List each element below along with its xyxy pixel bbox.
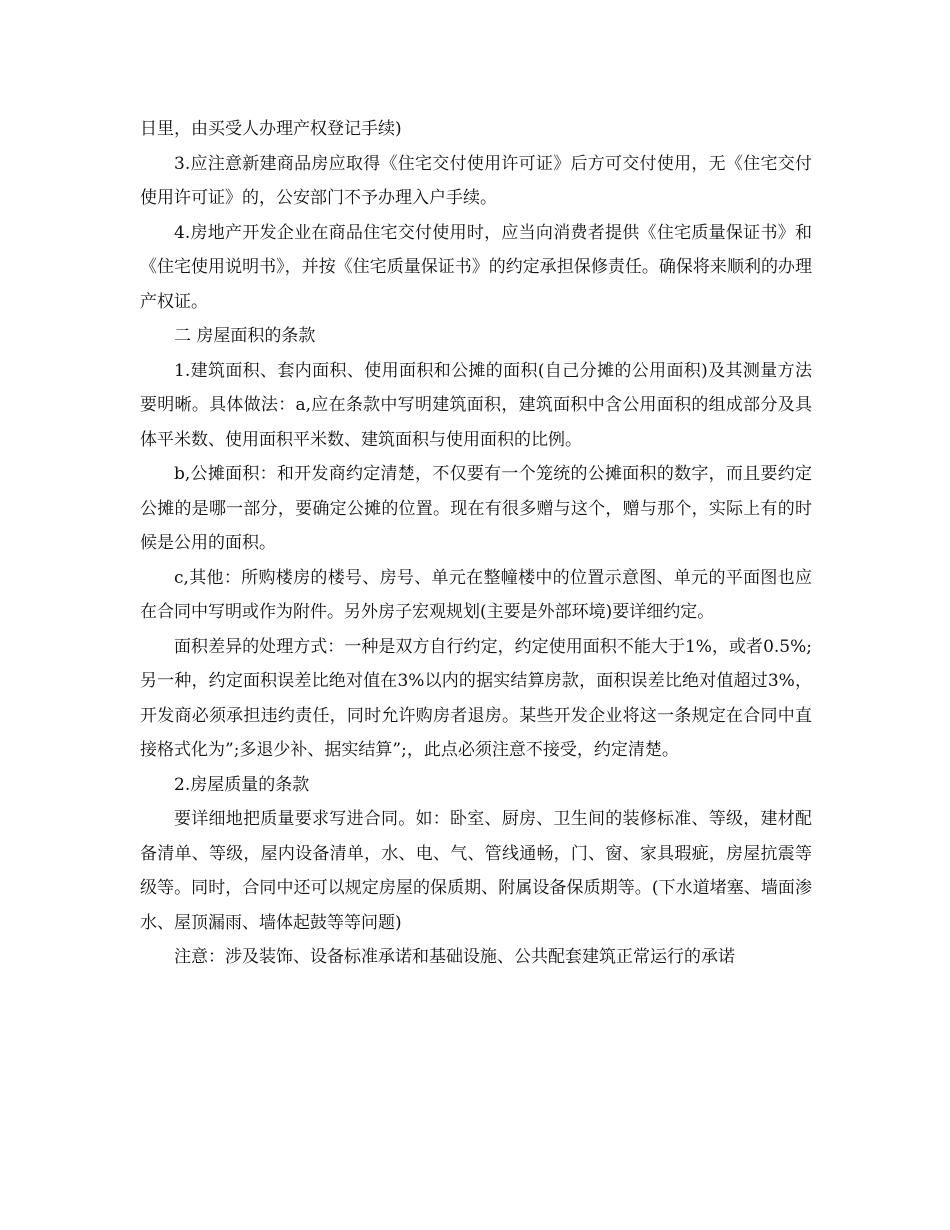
section-heading-area: 二 房屋面积的条款 bbox=[174, 326, 316, 346]
paragraph-6: b,公摊面积：和开发商约定清楚，不仅要有一个笼统的公摊面积的数字，而且要约定公摊的是哪一部分，要确定公摊的位置。现在有很多赠与这个，赠与那个，实际上有的时候是公用的面积。 bbox=[140, 464, 812, 553]
paragraph-7: c,其他：所购楼房的楼号、房号、单元在整幢楼中的位置示意图、单元的平面图也应在合同中写明或作为附件。另外房子宏观规划(主要是外部环境)要详细约定。 bbox=[140, 567, 812, 622]
paragraph-5: 1.建筑面积、套内面积、使用面积和公摊的面积(自己分摊的公用面积)及其测量方法要明晰。具体做法：a,应在条款中写明建筑面积，建筑面积中含公用面积的组成部分及具体平米数、使用面积平米数、建筑面积与使用面积的比例。 bbox=[140, 360, 812, 450]
paragraph-11: 注意：涉及装饰、设备标准承诺和基础设施、公共配套建筑正常运行的承诺 bbox=[174, 947, 735, 967]
section-heading-quality: 2.房屋质量的条款 bbox=[174, 774, 310, 795]
paragraph-2: 3.应注意新建商品房应取得《住宅交付使用许可证》后方可交付使用，无《住宅交付使用许可证》的，公安部门不予办理入户手续。 bbox=[140, 153, 812, 208]
document-body bbox=[140, 112, 812, 975]
paragraph-1: 日里，由买受人办理产权登记手续) bbox=[140, 119, 402, 139]
paragraph-8: 面积差异的处理方式：一种是双方自行约定，约定使用面积不能大于1%，或者0.5%;另一种，约定面积误差比绝对值在3%以内的据实结算房款，面积误差比绝对值超过3%，开发商必须承担违约责任，同时允许购房者退房。某些开发企业将这一条规定在合同中直接格式化为”;多退少补、据实结算”;，此点必须注意不接受，约定清楚。 bbox=[140, 636, 812, 760]
paragraph-10: 要详细地把质量要求写进合同。如：卧室、厨房、卫生间的装修标准、等级，建材配备清单、等级，屋内设备清单，水、电、气、管线通畅，门、窗、家具瑕疵，房屋抗震等级等。同时，合同中还可以规定房屋的保质期、附属设备保质期等。(下水道堵塞、墙面渗水、屋顶漏雨、墙体起鼓等等问题) bbox=[140, 809, 812, 933]
paragraph-3: 4.房地产开发企业在商品住宅交付使用时，应当向消费者提供《住宅质量保证书》和《住宅使用说明书》，并按《住宅质量保证书》的约定承担保修责任。确保将来顺利的办理产权证。 bbox=[140, 222, 812, 312]
